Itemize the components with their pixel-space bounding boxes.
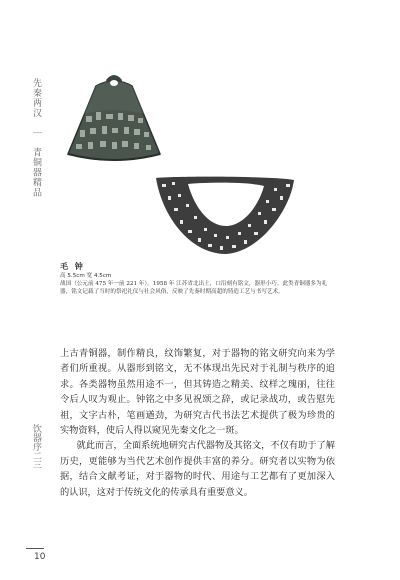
caption-text: 战国（公元前 475 年一前 221 年）。1958 年 江苏省北出土，口沿刻有铭文，器形小巧。此类青铜器多为礼器，铭文记载了当时的祭祀礼仪与社会风俗，反映了先秦时期高超的铸造工艺与书写艺术。 — [60, 281, 328, 295]
caption-title: 毛 钟 — [60, 261, 85, 271]
running-header-part1: 先秦两汉 — [31, 78, 41, 118]
running-header-part2: 青铜器精品 — [31, 147, 41, 198]
caption-dimensions: 高 5.5cm 宽 4.5cm — [60, 273, 112, 279]
page-rule — [26, 548, 44, 549]
page-number: 10 — [34, 552, 46, 562]
bronze-bell-image — [60, 68, 168, 170]
running-header-separator: ｜ — [31, 127, 41, 138]
body-paragraph-2: 就此而言，全面系统地研究古代器物及其铭文，不仅有助于了解历史，更能够为当代艺术创作提供丰富的养分。研究者以实物为依据，结合文献考证，对于器物的时代、用途与工艺都有了更加深入的认识，这对于传统文化的传承具有重要意义。 — [60, 440, 335, 498]
body-text — [60, 346, 335, 500]
bronze-inscribed-ring-image — [150, 170, 300, 264]
running-header — [30, 78, 43, 198]
figure-caption — [60, 262, 330, 296]
running-footer: 饮器序二三 — [31, 424, 41, 469]
body-paragraph-1: 上古青铜器，制作精良，纹饰繁复，对于器物的铭文研究向来为学者们所重视。从器形到铭文，无不体现出先民对于礼制与秩序的追求。各类器物虽然用途不一，但其铸造之精美、纹样之瑰丽，往往令后人叹为观止。钟铭之中多见祝颂之辞，或记录战功，或告慰先祖，文字古朴，笔画遒劲，为研究古代书法艺术提供了极为珍贵的实物资料，使后人得以窥见先秦文化之一斑。 — [60, 348, 335, 437]
